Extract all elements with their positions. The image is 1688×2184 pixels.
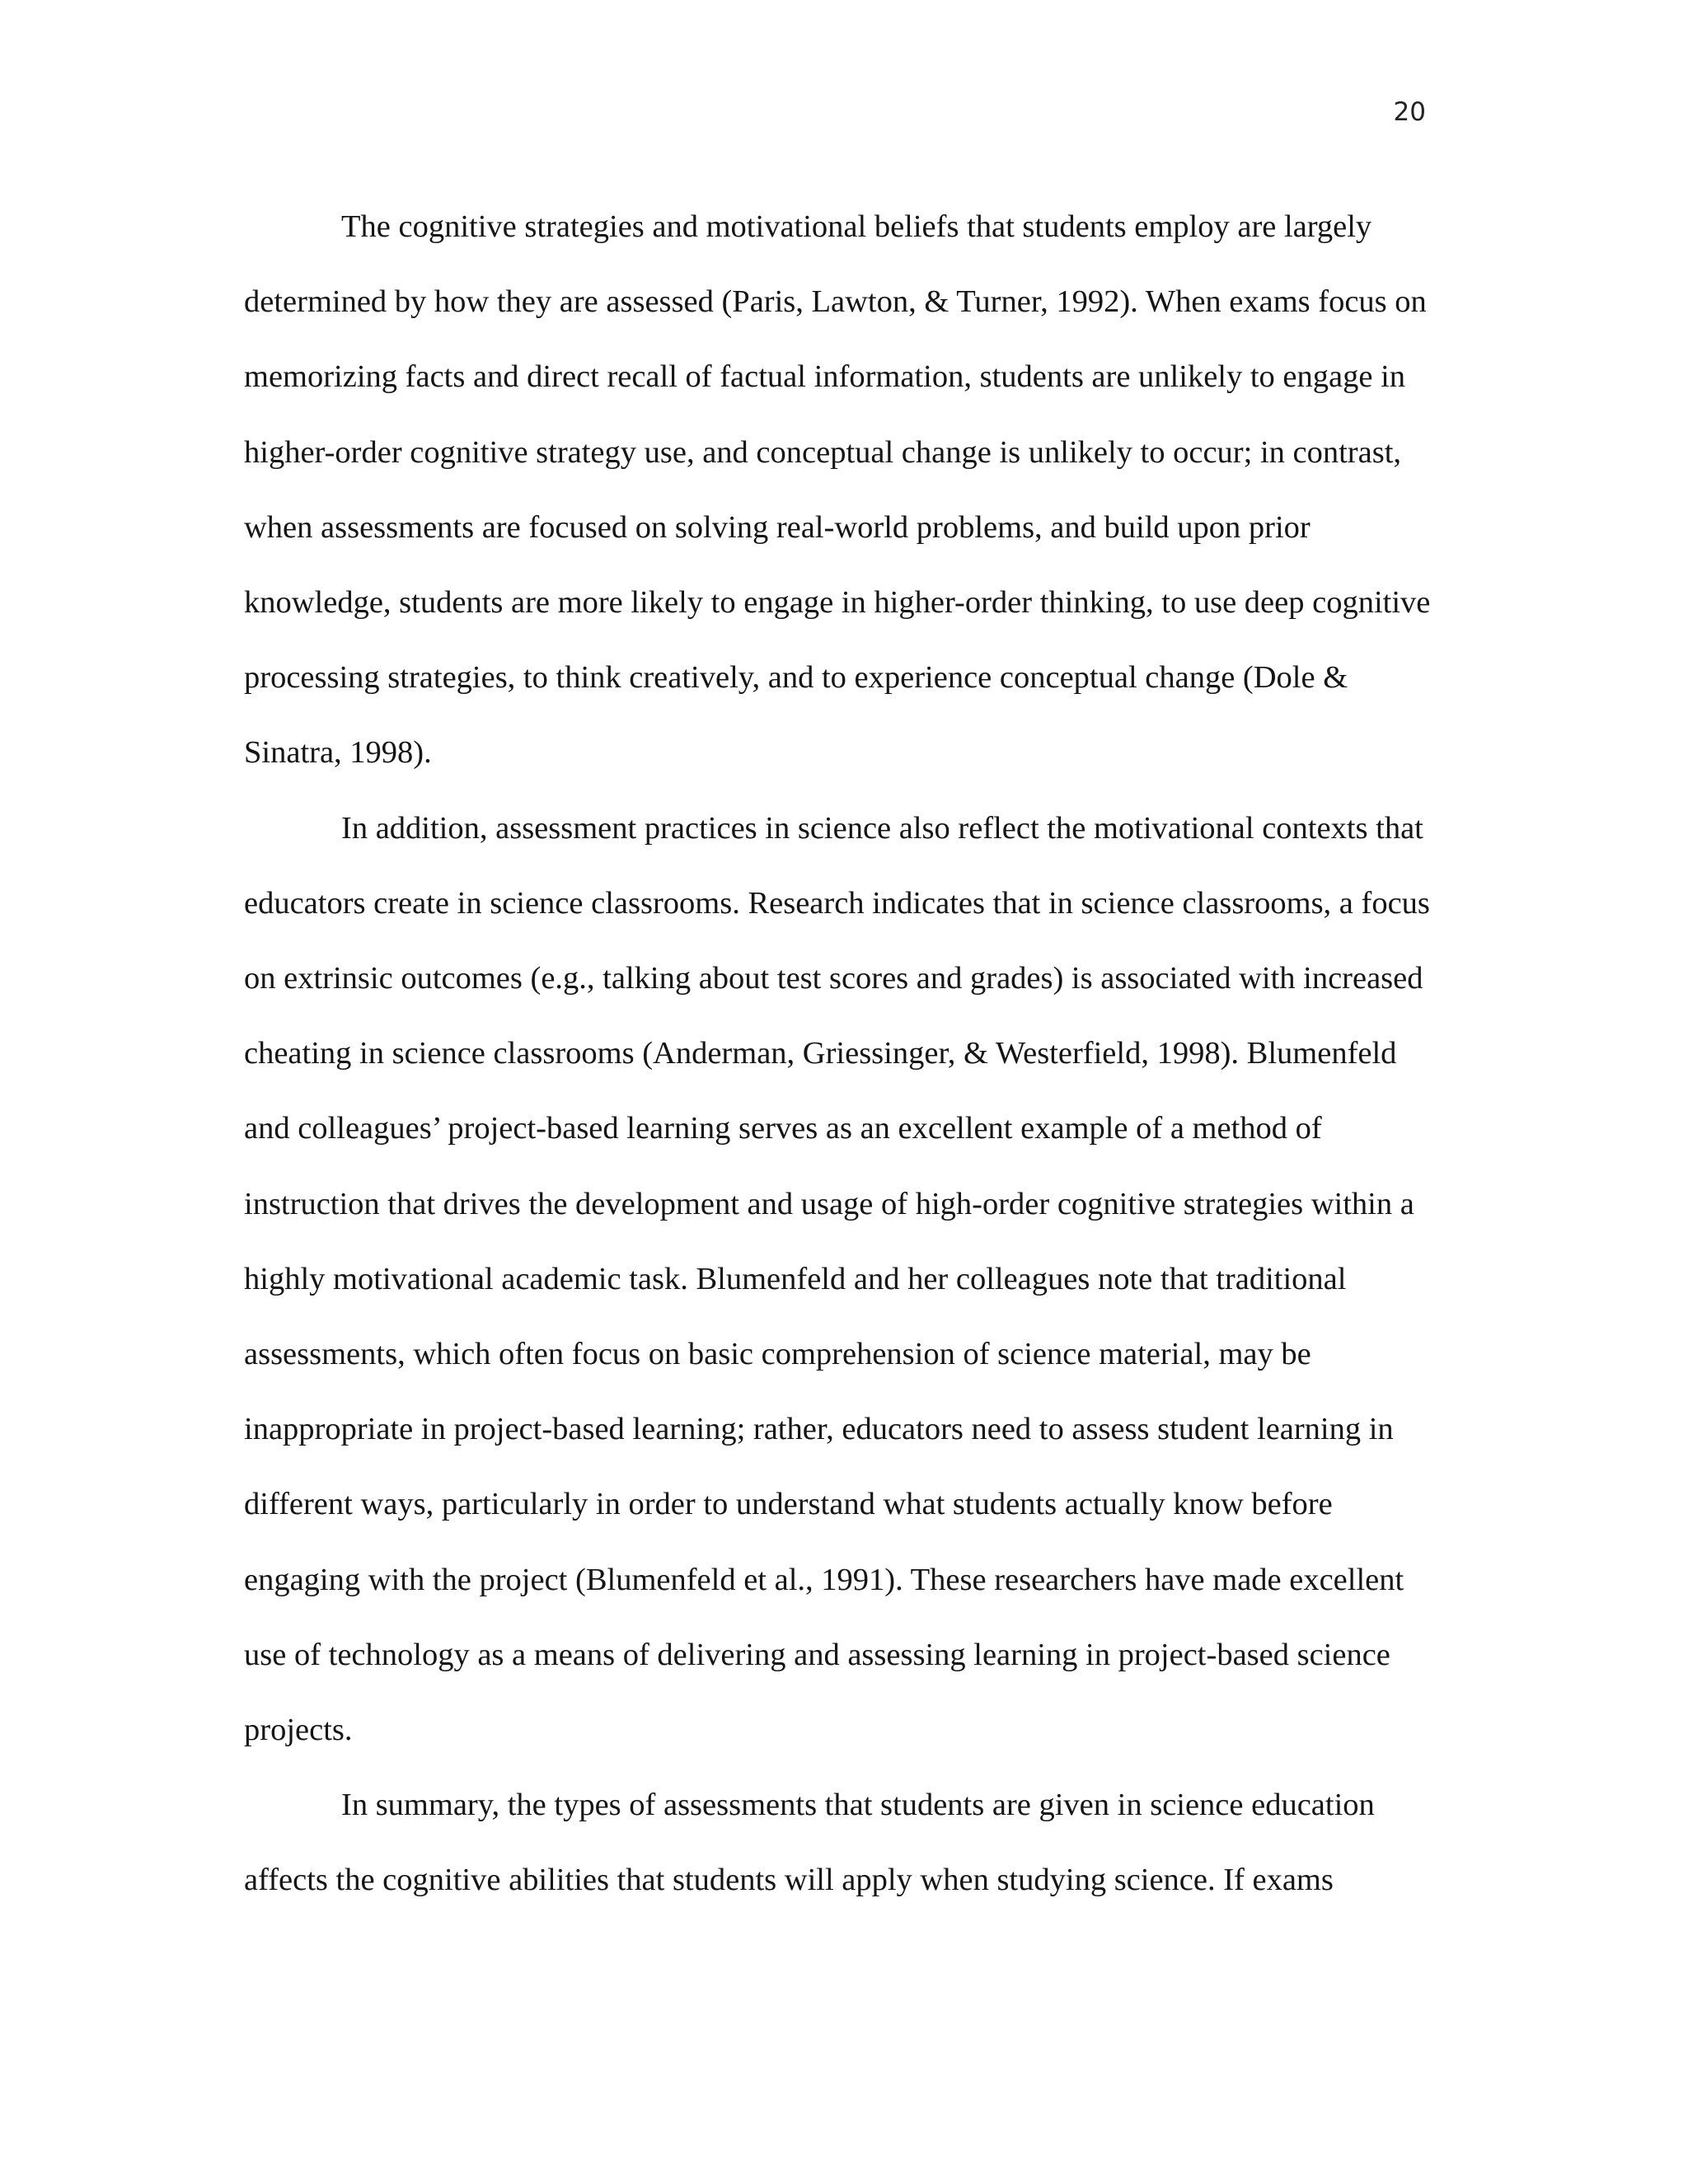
paragraph-motivational-contexts: In addition, assessment practices in science also reflect the motivational contexts that educators create in science classrooms. Research indicates that in science classrooms, a focus on extrinsic outcomes (e.g., talking about test scores and grades) is associated with increased cheating in science classrooms (Anderman, Griessinger, & Westerfield, 1998). Blumenfeld and colleagues’ project-based learning serves as an excellent example of a method of instruction that drives the development and usage of high-order cognitive strategies within a highly motivational academic task. Blumenfeld and her colleagues note that traditional assessments, which often focus on basic comprehension of science material, may be inappropriate in project-based learning; rather, educators need to assess student learning in different ways, particularly in order to understand what students actually know before engaging with the project (Blumenfeld et al., 1991). These researchers have made excellent use of technology as a means of delivering and assessing learning in project-based science projects. — [244, 810, 1430, 1748]
paragraph-summary: In summary, the types of assessments that students are given in science education affects the cognitive abilities that students will apply when studying science. If exams — [244, 1788, 1375, 1898]
body-text — [244, 190, 1447, 1919]
page-number: 20 — [1393, 97, 1426, 127]
paragraph-assessment-beliefs: The cognitive strategies and motivational beliefs that students employ are largely determined by how they are assessed (Paris, Lawton, & Turner, 1992). When exams focus on memorizing facts and direct recall of factual information, students are unlikely to engage in higher-order cognitive strategy use, and conceptual change is unlikely to occur; in contrast, when assessments are focused on solving real-world problems, and build upon prior knowledge, students are more likely to engage in higher-order thinking, to use deep cognitive processing strategies, to think creatively, and to experience conceptual change (Dole & Sinatra, 1998). — [244, 209, 1431, 771]
